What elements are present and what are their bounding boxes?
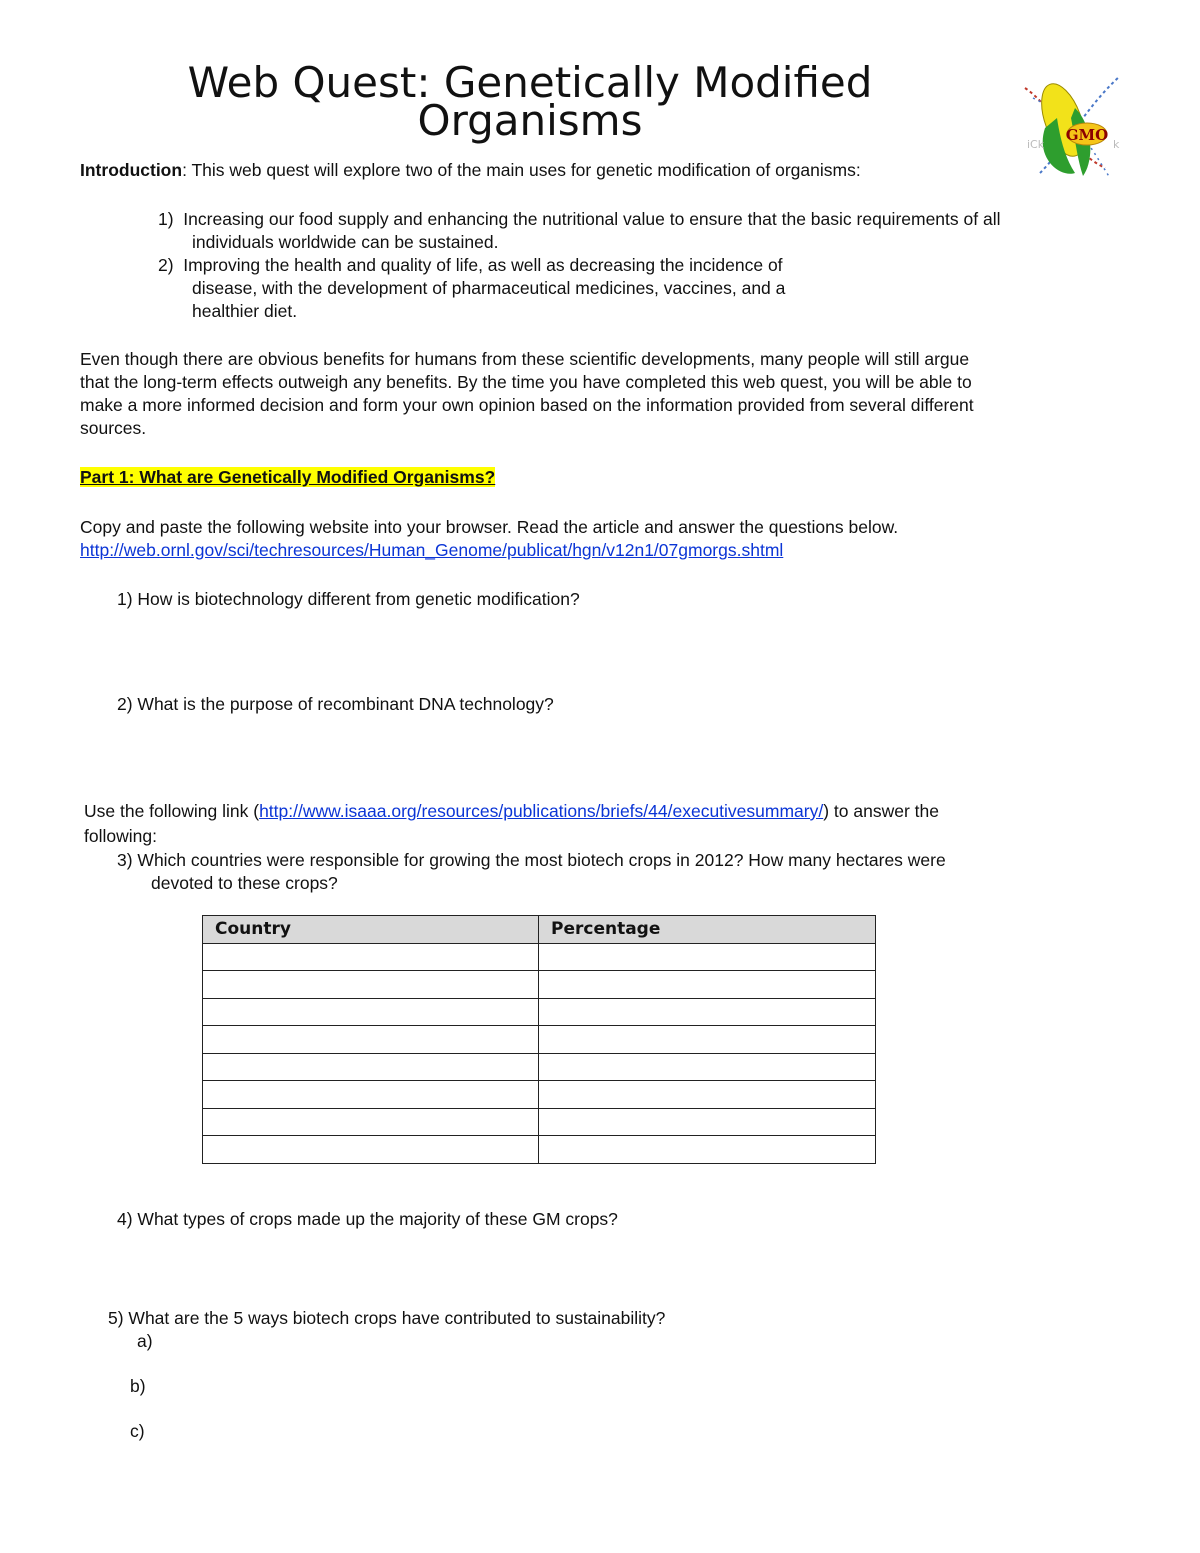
page-title bbox=[130, 58, 930, 145]
table-cell[interactable] bbox=[539, 971, 876, 999]
intro-item-1 bbox=[158, 208, 1158, 231]
intro-line bbox=[80, 159, 1080, 182]
table-row bbox=[203, 998, 876, 1026]
q5-item-c: c) bbox=[130, 1421, 145, 1441]
question-4: 4) What types of crops made up the majority of these GM crops? bbox=[117, 1209, 618, 1229]
link-instruction bbox=[84, 800, 1084, 823]
table-header-row bbox=[203, 916, 876, 944]
link-instruction-pre: Use the following link ( bbox=[84, 801, 260, 821]
table-cell[interactable] bbox=[539, 1026, 876, 1054]
logo-text: GMO bbox=[1065, 126, 1109, 144]
paragraph-line-2: that the long-term effects outweigh any benefits. By the time you have completed this web quest, you will be able to bbox=[80, 372, 972, 392]
intro-item-1-line2: individuals worldwide can be sustained. bbox=[192, 232, 499, 252]
intro-item-2-num: 2) bbox=[158, 255, 174, 275]
intro-item-2 bbox=[158, 254, 1158, 277]
table-cell[interactable] bbox=[539, 1108, 876, 1136]
table-cell[interactable] bbox=[203, 971, 539, 999]
question-3-line2: devoted to these crops? bbox=[151, 873, 338, 893]
table-header-country: Country bbox=[203, 916, 539, 944]
paragraph-line-1: Even though there are obvious benefits for humans from these scientific developments, many people will still argue bbox=[80, 349, 970, 369]
intro-item-2-line3: healthier diet. bbox=[192, 301, 298, 321]
logo-watermark: iCk bbox=[1027, 138, 1045, 151]
intro-paragraph bbox=[80, 348, 1140, 440]
table-cell[interactable] bbox=[203, 998, 539, 1026]
table-cell[interactable] bbox=[203, 1136, 539, 1164]
table-header-percentage: Percentage bbox=[539, 916, 876, 944]
part1-instruction: Copy and paste the following website into your browser. Read the article and answer the questions below. bbox=[80, 517, 899, 537]
table-cell[interactable] bbox=[539, 943, 876, 971]
logo-watermark-2: k bbox=[1113, 138, 1120, 151]
table-cell[interactable] bbox=[203, 1081, 539, 1109]
intro-item-1-line1: Increasing our food supply and enhancing the nutritional value to ensure that the basic requirements of all bbox=[183, 209, 1001, 229]
table-cell[interactable] bbox=[539, 998, 876, 1026]
table-row bbox=[203, 971, 876, 999]
intro-text: : This web quest will explore two of the main uses for genetic modification of organisms: bbox=[182, 160, 861, 180]
paragraph-line-3: make a more informed decision and form your own opinion based on the information provided from several different bbox=[80, 395, 974, 415]
question-2: 2) What is the purpose of recombinant DNA technology? bbox=[117, 694, 554, 714]
question-3-line1: 3) Which countries were responsible for growing the most biotech crops in 2012? How many hectares were bbox=[117, 850, 946, 870]
table-row bbox=[203, 1053, 876, 1081]
table-cell[interactable] bbox=[203, 1026, 539, 1054]
isaaa-link[interactable]: http://www.isaaa.org/resources/publications/briefs/44/executivesummary/ bbox=[259, 801, 824, 821]
table-cell[interactable] bbox=[539, 1136, 876, 1164]
table-row bbox=[203, 1026, 876, 1054]
table-row bbox=[203, 1136, 876, 1164]
question-1: 1) How is biotechnology different from genetic modification? bbox=[117, 589, 580, 609]
part1-heading bbox=[80, 467, 495, 488]
intro-item-1-num: 1) bbox=[158, 209, 174, 229]
link-instruction-post: ) to answer the bbox=[823, 801, 939, 821]
title-line-2: Organisms bbox=[417, 96, 643, 145]
table-cell[interactable] bbox=[203, 1108, 539, 1136]
intro-item-2-line1: Improving the health and quality of life, as well as decreasing the incidence of bbox=[183, 255, 783, 275]
q5-item-a: a) bbox=[137, 1331, 153, 1351]
table-cell[interactable] bbox=[203, 1053, 539, 1081]
table-cell[interactable] bbox=[203, 943, 539, 971]
part1-url-row bbox=[80, 539, 783, 562]
title-line-1: Web Quest: Genetically Modified bbox=[187, 58, 873, 107]
paragraph-line-4: sources. bbox=[80, 418, 147, 438]
table-cell[interactable] bbox=[539, 1053, 876, 1081]
q5-item-b: b) bbox=[130, 1376, 146, 1396]
part1-heading-text: Part 1: What are Genetically Modified Organisms? bbox=[80, 467, 496, 487]
question-5: 5) What are the 5 ways biotech crops have contributed to sustainability? bbox=[108, 1308, 666, 1328]
table-row bbox=[203, 943, 876, 971]
part1-url-link[interactable]: http://web.ornl.gov/sci/techresources/Human_Genome/publicat/hgn/v12n1/07gmorgs.shtml bbox=[80, 540, 784, 560]
table-cell[interactable] bbox=[539, 1081, 876, 1109]
intro-label: Introduction bbox=[80, 160, 183, 180]
link-instruction-line2: following: bbox=[84, 826, 157, 846]
country-percentage-table bbox=[202, 915, 876, 1164]
table-row bbox=[203, 1108, 876, 1136]
intro-item-2-line2: disease, with the development of pharmaceutical medicines, vaccines, and a bbox=[192, 278, 786, 298]
table-row bbox=[203, 1081, 876, 1109]
